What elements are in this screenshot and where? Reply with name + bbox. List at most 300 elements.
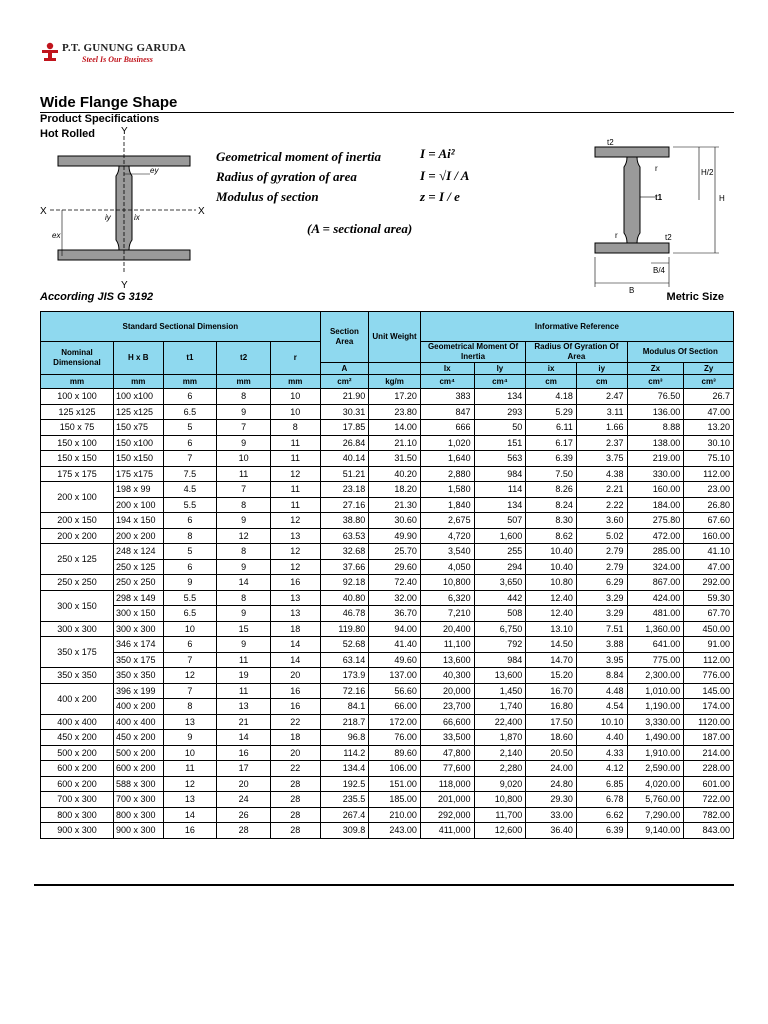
table-cell: 300 x 150 xyxy=(113,606,163,622)
table-cell: 250 x 125 xyxy=(113,559,163,575)
table-cell: 588 x 300 xyxy=(113,776,163,792)
table-cell: 4,050 xyxy=(420,559,474,575)
table-cell: 7,210 xyxy=(420,606,474,622)
table-cell: 20 xyxy=(270,668,320,684)
table-cell: 563 xyxy=(474,451,526,467)
table-cell: 27.16 xyxy=(320,497,369,513)
table-cell: 94.00 xyxy=(369,621,421,637)
header-gy: iy xyxy=(576,363,627,375)
table-cell: 5.29 xyxy=(526,404,577,420)
table-cell: 12 xyxy=(270,513,320,529)
table-cell: 8 xyxy=(163,528,217,544)
table-row xyxy=(41,482,734,498)
table-row xyxy=(41,435,734,451)
cell-nominal: 150 x 100 xyxy=(41,435,114,451)
table-cell: 14.70 xyxy=(526,652,577,668)
b-label: B xyxy=(629,286,635,295)
table-cell: 210.00 xyxy=(369,807,421,823)
t2-top-label: t2 xyxy=(607,138,614,147)
table-cell: 4.48 xyxy=(576,683,627,699)
table-cell: 16 xyxy=(270,699,320,715)
table-cell: 138.00 xyxy=(627,435,684,451)
table-cell: 5 xyxy=(163,544,217,560)
table-cell: 41.10 xyxy=(684,544,734,560)
table-cell: 1,450 xyxy=(474,683,526,699)
cell-nominal: 200 x 100 xyxy=(41,482,114,513)
table-cell: 7 xyxy=(163,683,217,699)
table-cell: 63.14 xyxy=(320,652,369,668)
table-cell: 6.39 xyxy=(526,451,577,467)
table-cell: 300 x 300 xyxy=(113,621,163,637)
table-cell: 150 x75 xyxy=(113,420,163,436)
table-cell: 24 xyxy=(217,792,271,808)
table-cell: 9 xyxy=(217,606,271,622)
table-cell: 847 xyxy=(420,404,474,420)
header-gx: ix xyxy=(526,363,577,375)
table-cell: 15 xyxy=(217,621,271,637)
table-cell: 8.88 xyxy=(627,420,684,436)
table-cell: 26.80 xyxy=(684,497,734,513)
table-cell: 8.84 xyxy=(576,668,627,684)
table-cell: 8 xyxy=(217,590,271,606)
header-section-area: Section Area xyxy=(320,312,369,363)
table-cell: 424.00 xyxy=(627,590,684,606)
table-cell: 17.20 xyxy=(369,389,421,405)
table-cell: 9 xyxy=(217,404,271,420)
page-title: Wide Flange Shape xyxy=(40,94,178,111)
table-cell: 1,640 xyxy=(420,451,474,467)
table-cell: 137.00 xyxy=(369,668,421,684)
header-ix: Ix xyxy=(420,363,474,375)
header-t1: t1 xyxy=(163,342,217,375)
table-cell: 800 x 300 xyxy=(113,807,163,823)
table-cell: 481.00 xyxy=(627,606,684,622)
table-cell: 52.68 xyxy=(320,637,369,653)
table-row xyxy=(41,513,734,529)
table-row xyxy=(41,389,734,405)
process-label: Hot Rolled xyxy=(40,128,95,140)
table-cell: 160.00 xyxy=(684,528,734,544)
cell-nominal: 450 x 200 xyxy=(41,730,114,746)
table-cell: 30.60 xyxy=(369,513,421,529)
header-radius-gyration: Radius Of Gyration Of Area xyxy=(526,342,627,363)
cell-nominal: 350 x 175 xyxy=(41,637,114,668)
table-row xyxy=(41,823,734,839)
table-cell: 49.90 xyxy=(369,528,421,544)
table-cell: 700 x 300 xyxy=(113,792,163,808)
table-cell: 7.5 xyxy=(163,466,217,482)
table-cell: 8 xyxy=(217,497,271,513)
table-cell: 666 xyxy=(420,420,474,436)
table-cell: 75.10 xyxy=(684,451,734,467)
cell-nominal: 200 x 150 xyxy=(41,513,114,529)
table-cell: 6,320 xyxy=(420,590,474,606)
table-cell: 6,750 xyxy=(474,621,526,637)
table-cell: 782.00 xyxy=(684,807,734,823)
table-cell: 50 xyxy=(474,420,526,436)
spec-table-body xyxy=(41,389,734,839)
table-cell: 1,580 xyxy=(420,482,474,498)
table-cell: 10 xyxy=(163,745,217,761)
formula-gyration-label: Radius of gyration of area xyxy=(216,169,357,184)
table-cell: 112.00 xyxy=(684,466,734,482)
table-cell: 114 xyxy=(474,482,526,498)
table-cell: 26.84 xyxy=(320,435,369,451)
table-row xyxy=(41,466,734,482)
table-cell: 11 xyxy=(270,435,320,451)
table-cell: 23.18 xyxy=(320,482,369,498)
table-cell: 6 xyxy=(163,637,217,653)
table-cell: 21.10 xyxy=(369,435,421,451)
table-cell: 4.5 xyxy=(163,482,217,498)
table-cell: 350 x 350 xyxy=(113,668,163,684)
table-cell: 29.60 xyxy=(369,559,421,575)
table-cell: 508 xyxy=(474,606,526,622)
table-cell: 7 xyxy=(217,420,271,436)
table-cell: 33,500 xyxy=(420,730,474,746)
table-cell: 192.5 xyxy=(320,776,369,792)
table-cell: 114.2 xyxy=(320,745,369,761)
table-cell: 198 x 99 xyxy=(113,482,163,498)
table-cell: 26 xyxy=(217,807,271,823)
table-cell: 18.60 xyxy=(526,730,577,746)
table-cell: 23,700 xyxy=(420,699,474,715)
table-cell: 350 x 175 xyxy=(113,652,163,668)
table-cell: 6.29 xyxy=(576,575,627,591)
table-cell: 275.80 xyxy=(627,513,684,529)
table-cell: 13.10 xyxy=(526,621,577,637)
cell-nominal: 300 x 300 xyxy=(41,621,114,637)
table-cell: 11 xyxy=(270,497,320,513)
table-row xyxy=(41,807,734,823)
header-a: A xyxy=(320,363,369,375)
table-cell: 23.80 xyxy=(369,404,421,420)
table-cell: 92.18 xyxy=(320,575,369,591)
table-cell: 22 xyxy=(270,714,320,730)
table-row xyxy=(41,528,734,544)
unit-a: cm² xyxy=(320,375,369,389)
table-cell: 136.00 xyxy=(627,404,684,420)
table-cell: 150 x150 xyxy=(113,451,163,467)
table-cell: 5 xyxy=(163,420,217,436)
table-cell: 8.30 xyxy=(526,513,577,529)
table-row xyxy=(41,652,734,668)
table-cell: 66.00 xyxy=(369,699,421,715)
table-cell: 228.00 xyxy=(684,761,734,777)
ix-label: ix xyxy=(134,213,140,222)
table-cell: 13,600 xyxy=(420,652,474,668)
header-informative-reference: Informative Reference xyxy=(420,312,733,342)
table-cell: 29.30 xyxy=(526,792,577,808)
table-cell: 16.80 xyxy=(526,699,577,715)
table-cell: 28 xyxy=(217,823,271,839)
formula-moment-expr: I = Ai² xyxy=(420,146,455,161)
table-cell: 292.00 xyxy=(684,575,734,591)
table-cell: 843.00 xyxy=(684,823,734,839)
table-cell: 6 xyxy=(163,559,217,575)
table-cell: 3.11 xyxy=(576,404,627,420)
unit-iy: cm⁴ xyxy=(474,375,526,389)
header-t2: t2 xyxy=(217,342,271,375)
table-cell: 1,360.00 xyxy=(627,621,684,637)
table-cell: 2,590.00 xyxy=(627,761,684,777)
table-cell: 12 xyxy=(163,776,217,792)
table-cell: 9 xyxy=(217,513,271,529)
table-cell: 3.29 xyxy=(576,606,627,622)
table-cell: 11,700 xyxy=(474,807,526,823)
table-cell: 3.29 xyxy=(576,590,627,606)
table-cell: 194 x 150 xyxy=(113,513,163,529)
table-cell: 250 x 250 xyxy=(113,575,163,591)
table-cell: 151.00 xyxy=(369,776,421,792)
table-cell: 66,600 xyxy=(420,714,474,730)
ey-label: ey xyxy=(150,166,159,175)
cell-nominal: 100 x 100 xyxy=(41,389,114,405)
table-cell: 28 xyxy=(270,792,320,808)
spec-table xyxy=(40,311,734,839)
table-cell: 24.80 xyxy=(526,776,577,792)
table-cell: 10 xyxy=(270,389,320,405)
table-cell: 28 xyxy=(270,807,320,823)
table-cell: 6 xyxy=(163,513,217,529)
table-cell: 2.79 xyxy=(576,544,627,560)
y-axis-label-top: Y xyxy=(121,126,128,137)
cell-nominal: 150 x 75 xyxy=(41,420,114,436)
table-cell: 16.70 xyxy=(526,683,577,699)
table-row xyxy=(41,404,734,420)
unit-nominal: mm xyxy=(41,375,114,389)
table-cell: 36.70 xyxy=(369,606,421,622)
section-axes-diagram xyxy=(40,126,210,291)
table-cell: 4.33 xyxy=(576,745,627,761)
table-cell: 4.38 xyxy=(576,466,627,482)
table-cell: 10.10 xyxy=(576,714,627,730)
table-row xyxy=(41,544,734,560)
table-cell: 100 x100 xyxy=(113,389,163,405)
table-cell: 6 xyxy=(163,435,217,451)
table-cell: 173.9 xyxy=(320,668,369,684)
table-cell: 3.75 xyxy=(576,451,627,467)
table-cell: 1,490.00 xyxy=(627,730,684,746)
table-cell: 106.00 xyxy=(369,761,421,777)
table-cell: 46.78 xyxy=(320,606,369,622)
table-cell: 12 xyxy=(163,668,217,684)
table-cell: 14 xyxy=(217,730,271,746)
table-cell: 309.8 xyxy=(320,823,369,839)
table-cell: 1,190.00 xyxy=(627,699,684,715)
cell-nominal: 800 x 300 xyxy=(41,807,114,823)
table-cell: 13 xyxy=(163,792,217,808)
table-row xyxy=(41,621,734,637)
table-cell: 22 xyxy=(270,761,320,777)
table-row xyxy=(41,792,734,808)
table-cell: 294 xyxy=(474,559,526,575)
table-cell: 40.14 xyxy=(320,451,369,467)
table-cell: 14 xyxy=(270,652,320,668)
table-cell: 1,010.00 xyxy=(627,683,684,699)
unit-zy: cm³ xyxy=(684,375,734,389)
table-cell: 18 xyxy=(270,621,320,637)
table-cell: 984 xyxy=(474,652,526,668)
h-half-label: H/2 xyxy=(701,168,714,177)
table-row xyxy=(41,451,734,467)
table-cell: 7 xyxy=(163,451,217,467)
table-cell: 125 x125 xyxy=(113,404,163,420)
cell-nominal: 700 x 300 xyxy=(41,792,114,808)
table-cell: 4.54 xyxy=(576,699,627,715)
table-cell: 72.40 xyxy=(369,575,421,591)
table-cell: 18.20 xyxy=(369,482,421,498)
table-cell: 11,100 xyxy=(420,637,474,653)
table-cell: 9 xyxy=(163,730,217,746)
table-cell: 175 x175 xyxy=(113,466,163,482)
r-label-top: r xyxy=(655,164,658,173)
table-cell: 67.60 xyxy=(684,513,734,529)
t1-label: t1 xyxy=(655,193,663,202)
table-cell: 775.00 xyxy=(627,652,684,668)
table-cell: 792 xyxy=(474,637,526,653)
table-cell: 7 xyxy=(163,652,217,668)
table-cell: 37.66 xyxy=(320,559,369,575)
table-cell: 4.40 xyxy=(576,730,627,746)
table-cell: 89.60 xyxy=(369,745,421,761)
table-cell: 601.00 xyxy=(684,776,734,792)
table-cell: 9,140.00 xyxy=(627,823,684,839)
header-modulus-section: Modulus Of Section xyxy=(627,342,733,363)
table-cell: 11 xyxy=(163,761,217,777)
table-cell: 38.80 xyxy=(320,513,369,529)
table-cell: 6 xyxy=(163,389,217,405)
cell-nominal: 400 x 200 xyxy=(41,683,114,714)
table-cell: 84.1 xyxy=(320,699,369,715)
company-name: P.T. GUNUNG GARUDA xyxy=(62,42,186,54)
table-cell: 1,020 xyxy=(420,435,474,451)
table-cell: 150 x100 xyxy=(113,435,163,451)
table-cell: 20,400 xyxy=(420,621,474,637)
table-cell: 396 x 199 xyxy=(113,683,163,699)
table-row xyxy=(41,668,734,684)
table-cell: 867.00 xyxy=(627,575,684,591)
table-cell: 32.68 xyxy=(320,544,369,560)
x-axis-label-left: X xyxy=(40,206,47,217)
header-hxb: H x B xyxy=(113,342,163,375)
formula-moment-label: Geometrical moment of inertia xyxy=(216,149,382,164)
table-cell: 13 xyxy=(217,699,271,715)
table-cell: 1120.00 xyxy=(684,714,734,730)
table-cell: 14 xyxy=(217,575,271,591)
table-row xyxy=(41,637,734,653)
table-cell: 49.60 xyxy=(369,652,421,668)
table-cell: 20 xyxy=(217,776,271,792)
table-cell: 9,020 xyxy=(474,776,526,792)
table-cell: 292,000 xyxy=(420,807,474,823)
x-axis-label-right: X xyxy=(198,206,205,217)
table-cell: 12 xyxy=(270,544,320,560)
table-cell: 243.00 xyxy=(369,823,421,839)
table-cell: 16 xyxy=(270,575,320,591)
table-cell: 15.20 xyxy=(526,668,577,684)
table-cell: 14 xyxy=(270,637,320,653)
table-cell: 40.20 xyxy=(369,466,421,482)
table-cell: 14.00 xyxy=(369,420,421,436)
table-cell: 77,600 xyxy=(420,761,474,777)
table-cell: 28 xyxy=(270,776,320,792)
table-cell: 6.5 xyxy=(163,404,217,420)
table-row xyxy=(41,714,734,730)
table-cell: 13 xyxy=(270,528,320,544)
table-cell: 174.00 xyxy=(684,699,734,715)
table-cell: 200 x 100 xyxy=(113,497,163,513)
table-cell: 4,720 xyxy=(420,528,474,544)
table-cell: 134 xyxy=(474,389,526,405)
table-cell: 3.88 xyxy=(576,637,627,653)
table-cell: 2,675 xyxy=(420,513,474,529)
table-row xyxy=(41,776,734,792)
table-cell: 255 xyxy=(474,544,526,560)
table-cell: 3,540 xyxy=(420,544,474,560)
table-cell: 67.70 xyxy=(684,606,734,622)
table-cell: 4,020.00 xyxy=(627,776,684,792)
table-cell: 28 xyxy=(270,823,320,839)
table-row xyxy=(41,575,734,591)
formula-modulus-expr: z = I / e xyxy=(420,189,460,204)
table-cell: 346 x 174 xyxy=(113,637,163,653)
bottom-divider xyxy=(34,884,734,886)
table-cell: 9 xyxy=(217,435,271,451)
table-cell: 13.20 xyxy=(684,420,734,436)
table-cell: 10 xyxy=(217,451,271,467)
table-cell: 10.40 xyxy=(526,559,577,575)
company-logo-icon xyxy=(41,42,59,62)
table-cell: 11 xyxy=(270,451,320,467)
table-cell: 4.18 xyxy=(526,389,577,405)
table-cell: 11 xyxy=(217,652,271,668)
table-cell: 21 xyxy=(217,714,271,730)
table-cell: 1,840 xyxy=(420,497,474,513)
table-cell: 72.16 xyxy=(320,683,369,699)
table-cell: 1,910.00 xyxy=(627,745,684,761)
header-r: r xyxy=(270,342,320,375)
units-note: Metric Size xyxy=(666,291,724,303)
header-zy: Zy xyxy=(684,363,734,375)
table-cell: 47.00 xyxy=(684,404,734,420)
table-cell: 185.00 xyxy=(369,792,421,808)
table-cell: 47,800 xyxy=(420,745,474,761)
table-row xyxy=(41,761,734,777)
table-cell: 10,800 xyxy=(474,792,526,808)
formula-modulus-label: Modulus of section xyxy=(216,189,319,204)
table-cell: 17 xyxy=(217,761,271,777)
table-cell: 383 xyxy=(420,389,474,405)
unit-weight: kg/m xyxy=(369,375,421,389)
y-axis-label-bottom: Y xyxy=(121,280,128,291)
table-cell: 722.00 xyxy=(684,792,734,808)
table-cell: 293 xyxy=(474,404,526,420)
table-cell: 13,600 xyxy=(474,668,526,684)
table-cell: 7.50 xyxy=(526,466,577,482)
area-note: (A = sectional area) xyxy=(307,221,413,236)
table-cell: 2,300.00 xyxy=(627,668,684,684)
table-cell: 17.50 xyxy=(526,714,577,730)
table-cell: 16 xyxy=(163,823,217,839)
table-cell: 16 xyxy=(270,683,320,699)
table-cell: 10.40 xyxy=(526,544,577,560)
table-cell: 16 xyxy=(217,745,271,761)
table-cell: 200 x 200 xyxy=(113,528,163,544)
cell-nominal: 400 x 400 xyxy=(41,714,114,730)
table-cell: 11 xyxy=(217,466,271,482)
unit-hxb: mm xyxy=(113,375,163,389)
